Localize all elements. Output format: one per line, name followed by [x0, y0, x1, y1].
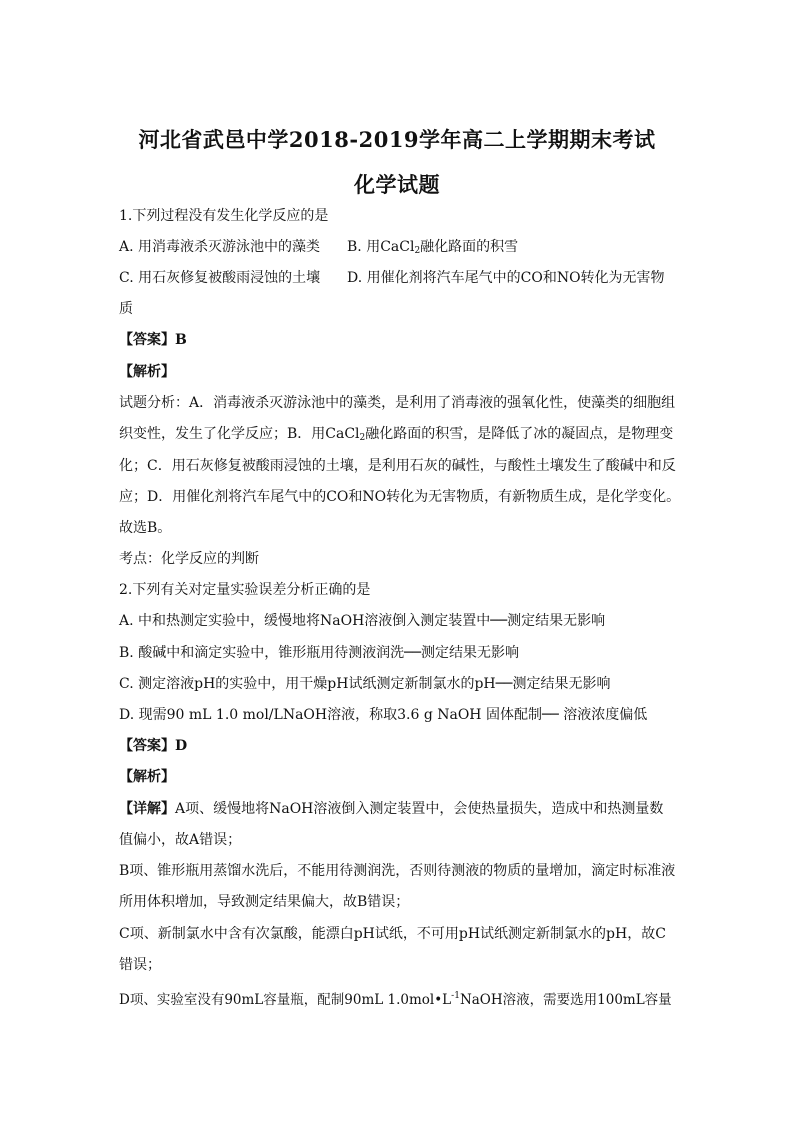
document-subtitle: 化学试题: [354, 172, 440, 197]
q2-detail-label: 【详解】: [119, 801, 175, 817]
q2-detail-line: 值偏小，故A错误；: [119, 832, 242, 848]
q1-option-d-cont: 质: [119, 301, 133, 317]
q2-detail-line: D项、实验室没有90mL容量瓶，配制90mL $1.0mol•L^{-1}NaOH$溶液，需要选用100mL容量: [119, 991, 672, 1008]
q2-option-b: B. 酸碱中和滴定实验中，锥形瓶用待测液润洗──测定结果无影响: [119, 645, 520, 661]
q1-analysis-line: 织变性，发生了化学反应；B．用CaCl$_2$融化路面的积雪，是降低了冰的凝固点，是物理变: [119, 426, 674, 443]
q1-option-a: A. 用消毒液杀灭游泳池中的藻类: [119, 239, 321, 255]
q1-option-c: C. 用石灰修复被酸雨浸蚀的土壤: [119, 270, 321, 286]
q1-option-b: B. 用CaCl$_2$融化路面的积雪: [347, 239, 519, 256]
q1-analysis-line: 应；D．用催化剂将汽车尾气中的CO和NO转化为无害物质，有新物质生成，是化学变化。: [119, 489, 681, 505]
q2-analysis-label: 【解析】: [119, 769, 175, 785]
q2-stem: 2.下列有关对定量实验误差分析正确的是: [119, 582, 371, 598]
q1-analysis-line: 化；C．用石灰修复被酸雨浸蚀的土壤，是利用石灰的碱性，与酸性土壤发生了酸碱中和反: [119, 458, 676, 474]
q2-option-a: A. 中和热测定实验中，缓慢地将NaOH溶液倒入测定装置中──测定结果无影响: [119, 613, 606, 629]
q1-analysis-line: 试题分析：A．消毒液杀灭游泳池中的藻类，是利用了消毒液的强氧化性，使藻类的细胞组: [119, 395, 676, 411]
q2-detail-line: B项、锥形瓶用蒸馏水洗后，不能用待测润洗，否则待测液的物质的量增加，滴定时标准液: [119, 863, 676, 879]
q1-answer: 【答案】B: [119, 332, 187, 348]
q2-answer: 【答案】D: [119, 738, 188, 754]
q2-detail-line: 所用体积增加，导致测定结果偏大，故B错误；: [119, 894, 410, 910]
q2-detail-line: 错误；: [119, 957, 161, 973]
q1-option-d: D. 用催化剂将汽车尾气中的CO和NO转化为无害物: [347, 270, 665, 286]
q1-analysis-label: 【解析】: [119, 364, 175, 380]
q1-exam-point: 考点：化学反应的判断: [119, 551, 259, 567]
q2-detail-line: C项、新制氯水中含有次氯酸，能漂白pH试纸，不可用pH试纸测定新制氯水的pH，故C: [119, 926, 666, 942]
document-title: 河北省武邑中学2018-2019学年高二上学期期末考试: [138, 127, 656, 152]
q2-detail-line: 【详解】A项、缓慢地将NaOH溶液倒入测定装置中，会使热量损失，造成中和热测量数: [119, 801, 664, 817]
q1-stem: 1.下列过程没有发生化学反应的是: [119, 208, 329, 224]
q2-option-c: C. 测定溶液pH的实验中，用干燥pH试纸测定新制氯水的pH──测定结果无影响: [119, 676, 611, 692]
q2-option-d: D. 现需90 mL 1.0 mol/LNaOH溶液，称取3.6 g NaOH 固体配制── 溶液浓度偏低: [119, 707, 648, 723]
q1-analysis-line: 故选B。: [119, 520, 172, 536]
